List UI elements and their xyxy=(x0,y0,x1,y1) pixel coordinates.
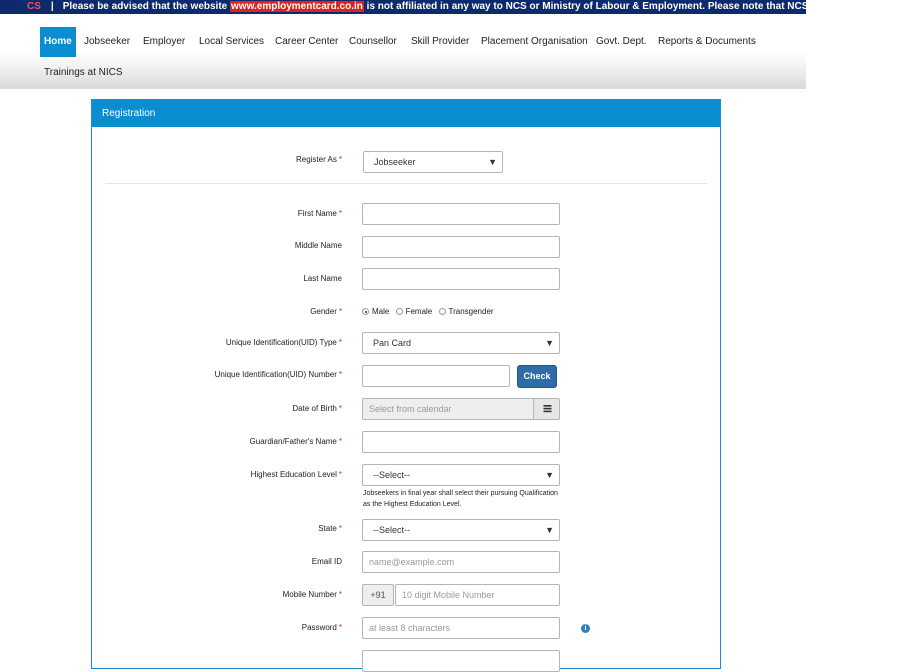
calendar-button[interactable] xyxy=(533,398,560,420)
guardian-input[interactable] xyxy=(362,431,560,453)
chevron-down-icon: ▼ xyxy=(545,338,554,348)
first-name-input[interactable] xyxy=(362,203,560,225)
nav-jobseeker[interactable]: Jobseeker xyxy=(84,36,131,47)
confirm-password-input[interactable] xyxy=(362,650,560,672)
last-name-label: Last Name xyxy=(303,274,342,283)
country-code: +91 xyxy=(362,584,394,606)
info-icon[interactable]: i xyxy=(581,624,590,633)
first-name-label: First Name * xyxy=(297,209,342,218)
education-help-text: Jobseekers in final year shall select their pursuing Qualification as the Highest Education Level. xyxy=(363,490,558,508)
nav-trainings[interactable]: Trainings at NICS xyxy=(44,67,123,78)
nav-govt-dept[interactable]: Govt. Dept. xyxy=(596,36,647,47)
last-name-input[interactable] xyxy=(362,268,560,290)
chevron-down-icon: ▼ xyxy=(545,525,554,535)
check-button[interactable]: Check xyxy=(517,365,557,388)
password-input[interactable]: at least 8 characters xyxy=(362,617,560,639)
radio-checked-icon xyxy=(362,308,369,315)
nav-career-center[interactable]: Career Center xyxy=(275,36,339,47)
uid-number-input[interactable] xyxy=(362,365,510,387)
register-as-label: Register As * xyxy=(295,155,342,164)
nav-employer[interactable]: Employer xyxy=(143,36,186,47)
middle-name-label: Middle Name xyxy=(294,241,342,250)
chevron-down-icon: ▼ xyxy=(545,470,554,480)
calendar-icon xyxy=(534,399,561,419)
dob-label: Date of Birth * xyxy=(292,404,342,413)
state-select[interactable]: --Select-- ▼ xyxy=(362,519,560,541)
nav-reports-documents[interactable]: Reports & Documents xyxy=(658,36,756,47)
radio-icon xyxy=(439,308,446,315)
mobile-label: Mobile Number * xyxy=(282,590,342,599)
nav-skill-provider[interactable]: Skill Provider xyxy=(411,36,470,47)
gender-radio-group xyxy=(362,307,498,316)
chevron-down-icon: ▼ xyxy=(488,157,497,167)
uid-type-select[interactable]: Pan Card ▼ xyxy=(362,332,560,354)
dob-input[interactable]: Select from calendar xyxy=(362,398,534,420)
panel-title: Registration xyxy=(92,100,720,127)
divider xyxy=(105,183,707,184)
gender-female[interactable]: Female xyxy=(396,307,433,316)
radio-icon xyxy=(396,308,403,315)
uid-type-label: Unique Identification(UID) Type * xyxy=(225,338,342,347)
education-select[interactable]: --Select-- ▼ xyxy=(362,464,560,486)
state-label: State * xyxy=(318,524,342,533)
notice-text-after: is not affiliated in any way to NCS or Ministry of Labour & Employment. Please note that NCS does not charge ar xyxy=(363,1,901,12)
notice-text-before: Please be advised that the website xyxy=(62,1,231,12)
notice-separator: | xyxy=(50,1,54,12)
uid-number-label: Unique Identification(UID) Number * xyxy=(214,370,342,379)
education-label: Highest Education Level * xyxy=(250,470,342,479)
middle-name-input[interactable] xyxy=(362,236,560,258)
register-as-select[interactable]: Jobseeker ▼ xyxy=(363,151,503,173)
notice-logo-text: CS xyxy=(27,1,41,12)
notice-bar xyxy=(0,0,901,14)
mobile-input[interactable]: 10 digit Mobile Number xyxy=(395,584,560,606)
nav-local-services[interactable]: Local Services xyxy=(199,36,265,47)
notice-link[interactable]: www.employmentcard.co.in xyxy=(231,1,363,12)
email-label: Email ID xyxy=(311,557,342,566)
nav-home[interactable]: Home xyxy=(40,27,76,57)
email-input[interactable]: name@example.com xyxy=(362,551,560,573)
gender-transgender[interactable]: Transgender xyxy=(439,307,494,316)
password-label: Password * xyxy=(301,623,342,632)
main-nav xyxy=(0,14,806,89)
gender-label: Gender * xyxy=(310,307,342,316)
gender-male[interactable]: Male xyxy=(362,307,389,316)
guardian-label: Guardian/Father's Name * xyxy=(249,437,342,446)
nav-counsellor[interactable]: Counsellor xyxy=(349,36,397,47)
registration-panel xyxy=(91,99,721,669)
nav-placement-organisation[interactable]: Placement Organisation xyxy=(481,36,588,47)
